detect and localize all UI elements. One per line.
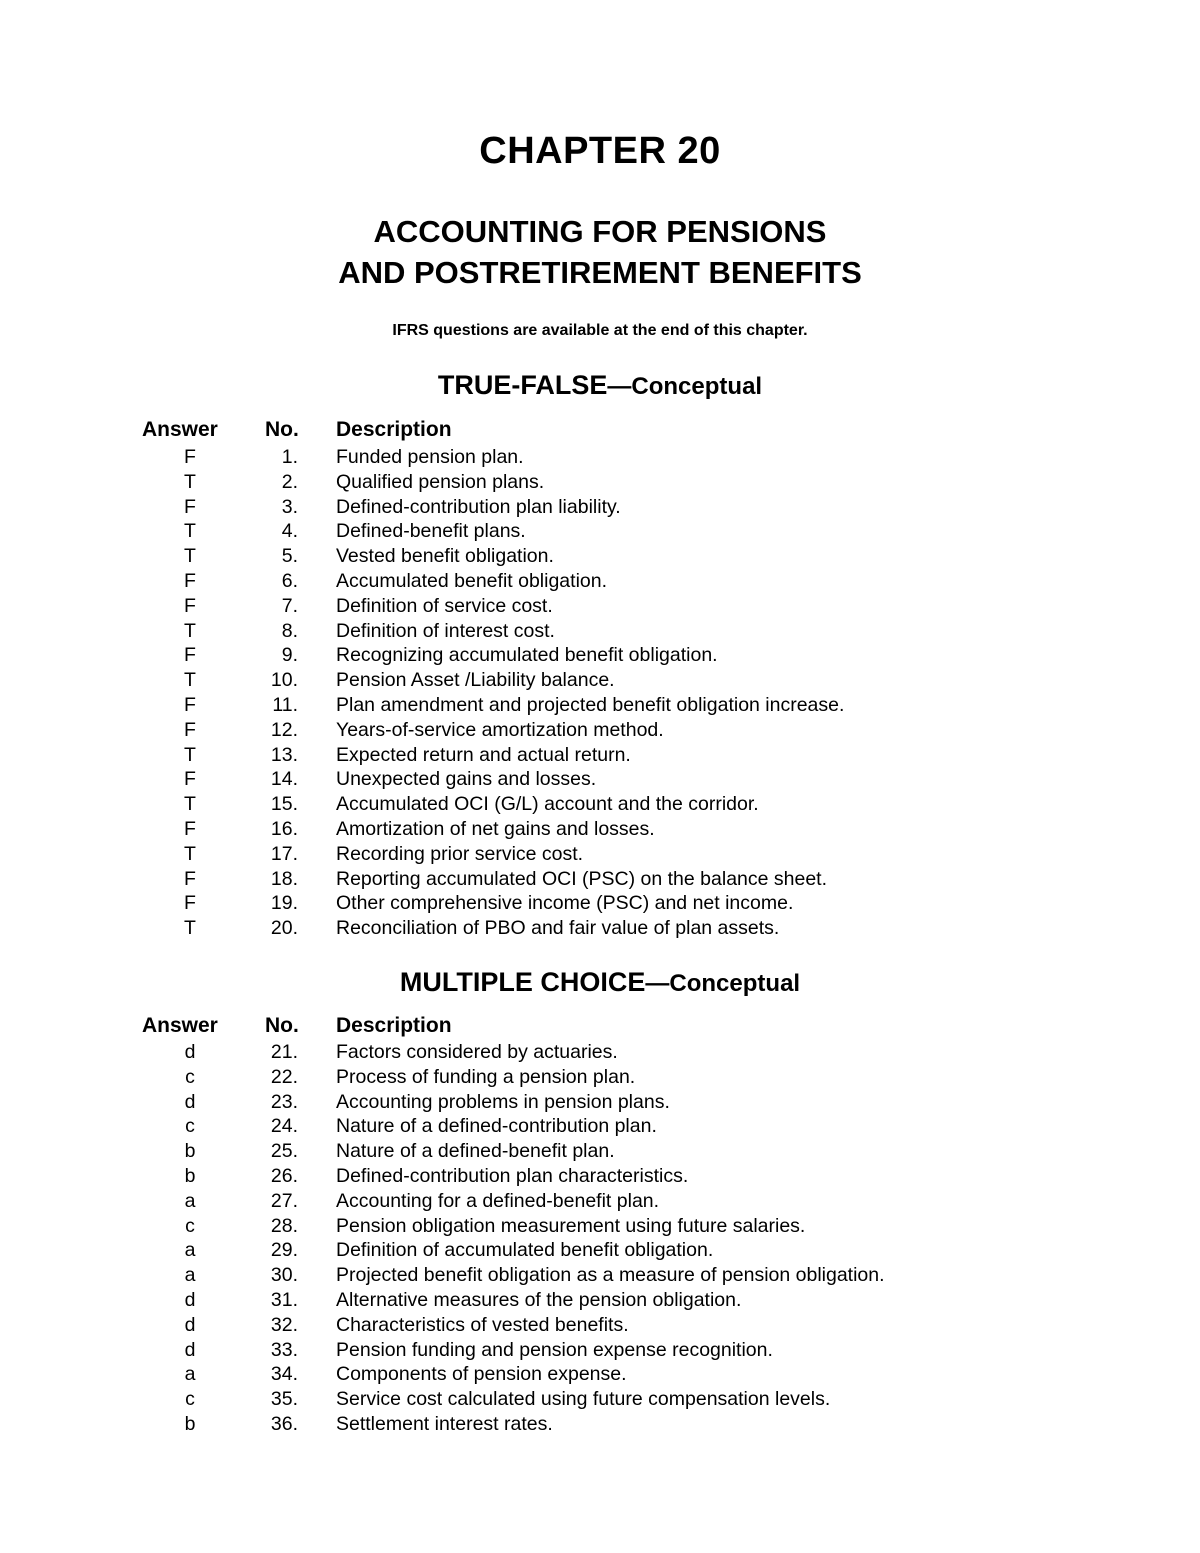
mc-row [0, 1065, 1200, 1090]
mc-row [0, 1387, 1200, 1412]
answer-key: T [184, 793, 196, 816]
question-description: Definition of accumulated benefit obligation. [336, 1239, 714, 1262]
answer-key: T [184, 743, 196, 766]
question-number: 10. [270, 669, 298, 692]
answer-key: d [184, 1313, 196, 1336]
question-number: 24. [270, 1115, 298, 1138]
question-description: Nature of a defined-benefit plan. [336, 1140, 615, 1163]
question-description: Factors considered by actuaries. [336, 1041, 618, 1063]
answer-key: F [184, 817, 196, 840]
mc-row [0, 1189, 1200, 1214]
question-description: Projected benefit obligation as a measure of pension obligation. [336, 1264, 885, 1287]
answer-key: d [184, 1090, 196, 1113]
question-description: Defined-contribution plan liability. [336, 495, 621, 518]
question-number: 12. [270, 718, 298, 741]
question-number: 31. [270, 1288, 298, 1311]
question-description: Definition of service cost. [336, 594, 553, 617]
true-false-heading-sub: —Conceptual [607, 373, 763, 400]
answer-key: c [185, 1214, 195, 1237]
question-description: Amortization of net gains and losses. [336, 817, 655, 840]
answer-key: a [184, 1189, 196, 1212]
question-number: 18. [270, 867, 298, 890]
chapter-title: CHAPTER 20 [479, 130, 721, 172]
question-number: 7. [281, 594, 298, 617]
answer-key: T [184, 619, 196, 642]
question-description: Components of pension expense. [336, 1363, 627, 1386]
question-number: 26. [270, 1164, 298, 1187]
question-number: 14. [270, 768, 298, 791]
question-description: Settlement interest rates. [336, 1412, 553, 1435]
question-number: 4. [281, 520, 298, 543]
question-description: Pension funding and pension expense recognition. [336, 1338, 773, 1361]
question-number: 15. [270, 793, 298, 816]
question-number: 6. [281, 569, 298, 592]
mc-no-header: No. [265, 1014, 299, 1037]
question-number: 32. [270, 1313, 298, 1336]
mc-row [0, 1313, 1200, 1338]
question-number: 3. [281, 495, 298, 518]
question-description: Service cost calculated using future compensation levels. [336, 1388, 831, 1411]
answer-key: d [184, 1338, 196, 1361]
question-number: 11. [272, 693, 298, 716]
mc-row [0, 1263, 1200, 1288]
tf-row [0, 743, 1200, 768]
tf-row [0, 470, 1200, 495]
mc-row [0, 1090, 1200, 1115]
tf-row [0, 718, 1200, 743]
chapter-subtitle-line1: ACCOUNTING FOR PENSIONS [373, 214, 827, 249]
question-description: Qualified pension plans. [336, 470, 545, 493]
question-number: 28. [270, 1214, 298, 1237]
question-number: 9. [281, 644, 298, 667]
question-description: Unexpected gains and losses. [336, 768, 597, 791]
tf-row [0, 519, 1200, 544]
question-number: 23. [270, 1090, 298, 1113]
question-description: Recognizing accumulated benefit obligation. [336, 644, 718, 667]
tf-row [0, 891, 1200, 916]
answer-key: F [184, 768, 196, 791]
question-number: 8. [281, 619, 298, 642]
question-description: Accumulated OCI (G/L) account and the corridor. [336, 793, 759, 816]
mc-row [0, 1412, 1200, 1437]
question-number: 36. [270, 1412, 298, 1435]
answer-key: d [184, 1288, 196, 1311]
mc-row [0, 1040, 1200, 1065]
chapter-subtitle-line2: AND POSTRETIREMENT BENEFITS [338, 255, 862, 290]
question-number: 19. [270, 892, 298, 915]
question-number: 21. [270, 1041, 298, 1063]
mc-row [0, 1288, 1200, 1313]
tf-row [0, 643, 1200, 668]
answer-key: F [184, 718, 196, 741]
question-number: 1. [281, 446, 298, 468]
tf-row [0, 495, 1200, 520]
answer-key: b [184, 1164, 196, 1187]
answer-key: a [184, 1239, 196, 1262]
question-description: Vested benefit obligation. [336, 545, 554, 568]
tf-row [0, 842, 1200, 867]
answer-key: c [185, 1388, 195, 1411]
question-description: Accounting problems in pension plans. [336, 1090, 670, 1113]
mc-description-header: Description [336, 1014, 452, 1037]
tf-row [0, 817, 1200, 842]
question-number: 25. [270, 1140, 298, 1163]
answer-key: F [184, 446, 196, 468]
answer-key: b [184, 1140, 196, 1163]
answer-key: T [184, 917, 196, 940]
answer-key: F [184, 892, 196, 915]
answer-key: T [184, 842, 196, 865]
question-description: Years-of-service amortization method. [336, 718, 664, 741]
mc-row [0, 1164, 1200, 1189]
answer-key: a [184, 1264, 196, 1287]
mc-answer-header: Answer [142, 1014, 218, 1037]
question-number: 34. [270, 1363, 298, 1386]
answer-key: c [185, 1115, 195, 1138]
multiple-choice-heading-main: MULTIPLE CHOICE [399, 967, 646, 997]
question-number: 35. [270, 1388, 298, 1411]
tf-row [0, 544, 1200, 569]
multiple-choice-heading-sub: —Conceptual [645, 970, 801, 997]
tf-row [0, 445, 1200, 470]
tf-row [0, 693, 1200, 718]
question-number: 2. [281, 470, 298, 493]
answer-key: F [184, 644, 196, 667]
tf-answer-header: Answer [142, 418, 218, 441]
question-number: 5. [281, 545, 298, 568]
tf-row [0, 916, 1200, 941]
tf-row [0, 792, 1200, 817]
question-number: 17. [270, 842, 298, 865]
question-number: 27. [270, 1189, 298, 1212]
question-description: Nature of a defined-contribution plan. [336, 1115, 657, 1138]
multiple-choice-list [0, 1040, 1200, 1437]
question-description: Reconciliation of PBO and fair value of plan assets. [336, 917, 780, 940]
question-description: Recording prior service cost. [336, 842, 584, 865]
mc-row [0, 1238, 1200, 1263]
answer-key: F [184, 569, 196, 592]
question-description: Reporting accumulated OCI (PSC) on the balance sheet. [336, 867, 828, 890]
mc-row [0, 1338, 1200, 1363]
question-description: Process of funding a pension plan. [336, 1065, 636, 1088]
answer-key: F [184, 867, 196, 890]
question-number: 22. [270, 1065, 298, 1088]
tf-row [0, 767, 1200, 792]
true-false-list [0, 445, 1200, 941]
question-number: 16. [270, 817, 298, 840]
tf-no-header: No. [265, 418, 299, 441]
answer-key: d [184, 1041, 196, 1063]
question-description: Funded pension plan. [336, 446, 524, 468]
tf-row [0, 594, 1200, 619]
true-false-heading-main: TRUE-FALSE [437, 370, 608, 400]
question-number: 30. [270, 1264, 298, 1287]
tf-row [0, 619, 1200, 644]
answer-key: T [184, 669, 196, 692]
question-description: Defined-benefit plans. [336, 520, 526, 543]
mc-row [0, 1114, 1200, 1139]
multiple-choice-heading [0, 967, 1200, 998]
answer-key: T [184, 470, 196, 493]
answer-key: T [184, 520, 196, 543]
question-description: Plan amendment and projected benefit obligation increase. [336, 693, 845, 716]
question-description: Pension obligation measurement using future salaries. [336, 1214, 806, 1237]
mc-row [0, 1139, 1200, 1164]
question-description: Other comprehensive income (PSC) and net income. [336, 892, 794, 915]
answer-key: T [184, 545, 196, 568]
question-number: 33. [270, 1338, 298, 1361]
question-number: 20. [270, 917, 298, 940]
question-description: Defined-contribution plan characteristics. [336, 1164, 689, 1187]
question-description: Accumulated benefit obligation. [336, 569, 608, 592]
question-description: Pension Asset /Liability balance. [336, 669, 615, 692]
question-number: 13. [270, 743, 298, 766]
mc-row [0, 1214, 1200, 1239]
question-description: Alternative measures of the pension obligation. [336, 1288, 742, 1311]
tf-row [0, 668, 1200, 693]
question-number: 29. [270, 1239, 298, 1262]
true-false-heading [0, 370, 1200, 401]
answer-key: F [184, 495, 196, 518]
tf-row [0, 867, 1200, 892]
tf-row [0, 569, 1200, 594]
question-description: Expected return and actual return. [336, 743, 631, 766]
answer-key: b [184, 1412, 196, 1435]
question-description: Characteristics of vested benefits. [336, 1313, 629, 1336]
answer-key: F [184, 594, 196, 617]
question-description: Accounting for a defined-benefit plan. [336, 1189, 660, 1212]
mc-row [0, 1362, 1200, 1387]
answer-key: c [185, 1065, 195, 1088]
ifrs-note: IFRS questions are available at the end of this chapter. [392, 322, 808, 339]
question-description: Definition of interest cost. [336, 619, 555, 642]
answer-key: F [184, 693, 196, 716]
answer-key: a [184, 1363, 196, 1386]
tf-description-header: Description [336, 418, 452, 441]
